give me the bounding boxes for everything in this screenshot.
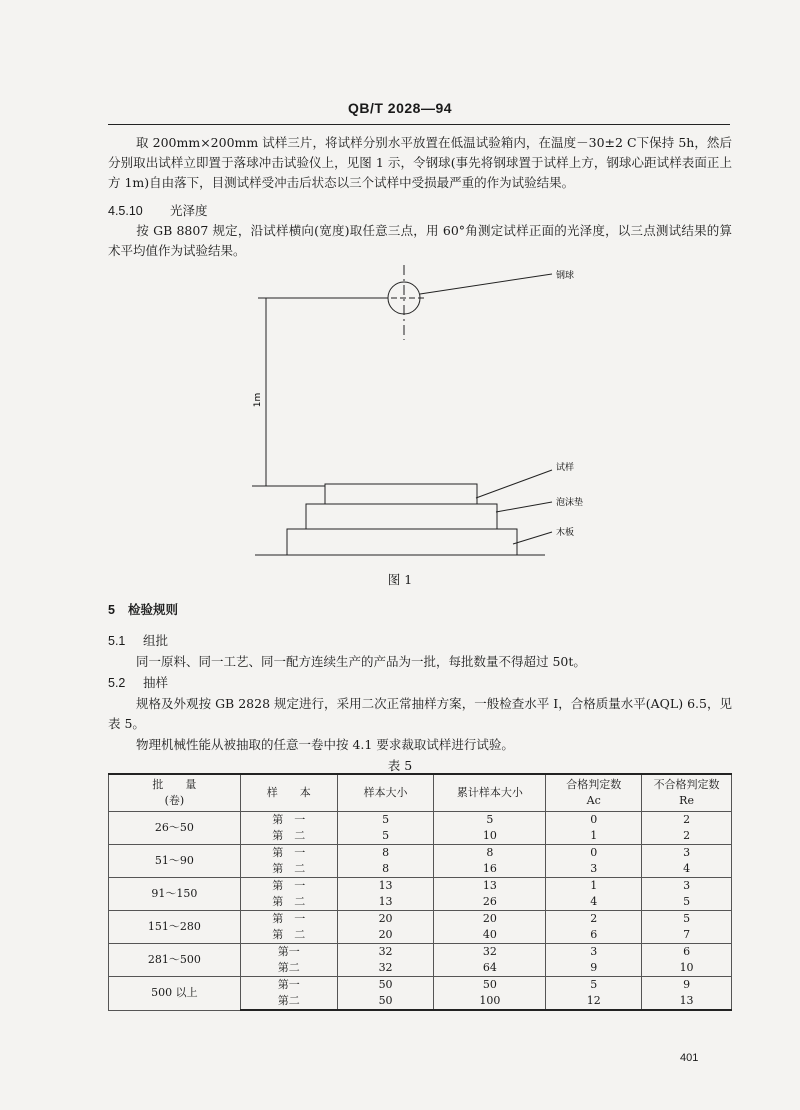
table-row [109, 911, 732, 928]
cell-sample-size: 20 [337, 911, 434, 928]
cell-cumulative-size: 100 [434, 993, 546, 1010]
cell-reject-number: 3 [642, 878, 732, 895]
paragraph-batching [108, 652, 732, 672]
cell-accept-number: 9 [546, 960, 642, 977]
section-title: 光泽度 [170, 203, 208, 218]
cell-cumulative-size: 26 [434, 894, 546, 911]
cell-reject-number: 2 [642, 812, 732, 829]
section-5-2-heading [108, 673, 168, 693]
cell-sample-size: 8 [337, 845, 434, 862]
cell-accept-number: 6 [546, 927, 642, 944]
ball-leader-line [420, 274, 552, 294]
cell-accept-number: 4 [546, 894, 642, 911]
table-header-row [109, 774, 732, 812]
cell-lot-size: 151～280 [109, 911, 241, 944]
cell-accept-number: 3 [546, 861, 642, 878]
cell-sample-size: 32 [337, 944, 434, 961]
header-rule [108, 124, 730, 125]
header-text: 批 量 [152, 778, 197, 791]
header-sample-size: 样本大小 [337, 774, 434, 812]
header-reject-number [642, 774, 732, 812]
foam-pad-shape [306, 504, 497, 529]
cell-sample-size: 5 [337, 812, 434, 829]
cell-cumulative-size: 10 [434, 828, 546, 845]
paragraph-text: 物理机械性能从被抽取的任意一卷中按 4.1 要求裁取试样进行试验。 [136, 737, 514, 752]
page-number: 401 [680, 1052, 699, 1064]
section-number: 5 [108, 603, 115, 617]
table-body [109, 812, 732, 1011]
cell-sample: 第 二 [240, 927, 337, 944]
header-text: (卷) [164, 794, 185, 807]
cell-cumulative-size: 13 [434, 878, 546, 895]
cell-sample: 第 二 [240, 894, 337, 911]
cell-accept-number: 3 [546, 944, 642, 961]
label-board: 木板 [556, 528, 575, 538]
table-row [109, 944, 732, 961]
section-4-5-10-heading [108, 201, 208, 221]
table-title: 表 5 [387, 758, 413, 773]
section-number: 4.5.10 [108, 204, 143, 218]
cell-cumulative-size: 40 [434, 927, 546, 944]
section-number: 5.1 [108, 634, 126, 648]
cell-sample-size: 20 [337, 927, 434, 944]
cell-reject-number: 2 [642, 828, 732, 845]
sample-leader-line [476, 470, 552, 498]
foam-leader-line [496, 502, 552, 512]
cell-sample-size: 5 [337, 828, 434, 845]
cell-accept-number: 1 [546, 828, 642, 845]
cell-sample: 第 二 [240, 828, 337, 845]
cell-reject-number: 9 [642, 977, 732, 994]
cell-sample: 第 二 [240, 861, 337, 878]
cell-sample: 第 一 [240, 878, 337, 895]
cell-cumulative-size: 5 [434, 812, 546, 829]
header-text: Ac [586, 794, 601, 807]
cell-cumulative-size: 50 [434, 977, 546, 994]
header-lot-size [109, 774, 241, 812]
cell-lot-size: 281～500 [109, 944, 241, 977]
section-title: 组批 [143, 633, 169, 648]
cell-reject-number: 5 [642, 894, 732, 911]
paragraph-text: 同一原料、同一工艺、同一配方连续生产的产品为一批，每批数量不得超过 50t。 [136, 654, 586, 669]
cell-sample-size: 50 [337, 977, 434, 994]
cell-reject-number: 13 [642, 993, 732, 1010]
cell-sample: 第二 [240, 993, 337, 1010]
cell-lot-size: 26～50 [109, 812, 241, 845]
section-title: 抽样 [143, 675, 169, 690]
cell-cumulative-size: 32 [434, 944, 546, 961]
cell-accept-number: 12 [546, 993, 642, 1010]
table-row [109, 977, 732, 994]
cell-reject-number: 7 [642, 927, 732, 944]
section-title: 检验规则 [128, 602, 179, 617]
paragraph-text: 取 200mm×200mm 试样三片，将试样分别水平放置在低温试验箱内，在温度－30±2 C下保持 5h，然后分别取出试样立即置于落球冲击试验仪上，见图 1 示，令钢球(事先将钢球置于试样上方，钢球心距试样表面正上方 1m)自由落下，目测试样受冲击后状态以三个试样中受损最严重的作为试验结果。 [108, 135, 732, 190]
header-text: 合格判定数 [566, 778, 622, 791]
header-text: 不合格判定数 [653, 778, 720, 791]
cell-sample: 第二 [240, 960, 337, 977]
paragraph-low-temp-impact [108, 133, 732, 193]
cell-sample-size: 13 [337, 878, 434, 895]
paragraph-text: 规格及外观按 GB 2828 规定进行，采用二次正常抽样方案，一般检查水平 I，合格质量水平(AQL) 6.5，见表 5。 [108, 696, 732, 731]
paragraph-physical-tests [108, 735, 732, 755]
table-row [109, 812, 732, 829]
cell-sample: 第一 [240, 977, 337, 994]
cell-sample-size: 13 [337, 894, 434, 911]
paragraph-text: 按 GB 8807 规定，沿试样横向(宽度)取任意三点，用 60°角测定试样正面的光泽度，以三点测试结果的算术平均值作为试验结果。 [108, 223, 732, 258]
cell-lot-size: 91～150 [109, 878, 241, 911]
figure-1-drop-ball-diagram [230, 260, 590, 560]
header-sample: 样 本 [240, 774, 337, 812]
label-height: 1m [253, 392, 263, 408]
section-number: 5.2 [108, 676, 126, 690]
label-sample: 试样 [556, 463, 575, 473]
section-5-heading [108, 600, 178, 620]
cell-cumulative-size: 64 [434, 960, 546, 977]
cell-lot-size: 500 以上 [109, 977, 241, 1011]
cell-reject-number: 4 [642, 861, 732, 878]
cell-sample-size: 8 [337, 861, 434, 878]
cell-cumulative-size: 20 [434, 911, 546, 928]
cell-sample: 第 一 [240, 845, 337, 862]
cell-accept-number: 5 [546, 977, 642, 994]
board-leader-line [513, 532, 552, 544]
cell-reject-number: 5 [642, 911, 732, 928]
cell-sample: 第 一 [240, 812, 337, 829]
cell-accept-number: 2 [546, 911, 642, 928]
cell-sample-size: 32 [337, 960, 434, 977]
label-steel-ball: 钢球 [556, 271, 575, 281]
header-accept-number [546, 774, 642, 812]
cell-sample: 第 一 [240, 911, 337, 928]
cell-sample-size: 50 [337, 993, 434, 1010]
table-row [109, 845, 732, 862]
cell-accept-number: 0 [546, 812, 642, 829]
sampling-plan-table [108, 773, 732, 1011]
label-foam-pad: 泡沫垫 [556, 498, 584, 508]
figure-caption: 图 1 [387, 572, 413, 587]
paragraph-gloss [108, 221, 732, 261]
cell-reject-number: 6 [642, 944, 732, 961]
cell-accept-number: 0 [546, 845, 642, 862]
cell-reject-number: 10 [642, 960, 732, 977]
table-row [109, 878, 732, 895]
cell-lot-size: 51～90 [109, 845, 241, 878]
cell-sample: 第一 [240, 944, 337, 961]
cell-cumulative-size: 16 [434, 861, 546, 878]
sample-shape [325, 484, 477, 504]
standard-code-header: QB/T 2028—94 [347, 100, 453, 116]
header-cumulative-size: 累计样本大小 [434, 774, 546, 812]
board-shape [287, 529, 517, 555]
cell-reject-number: 3 [642, 845, 732, 862]
header-text: Re [679, 794, 694, 807]
cell-accept-number: 1 [546, 878, 642, 895]
section-5-1-heading [108, 631, 168, 651]
cell-cumulative-size: 8 [434, 845, 546, 862]
paragraph-sampling [108, 694, 732, 734]
